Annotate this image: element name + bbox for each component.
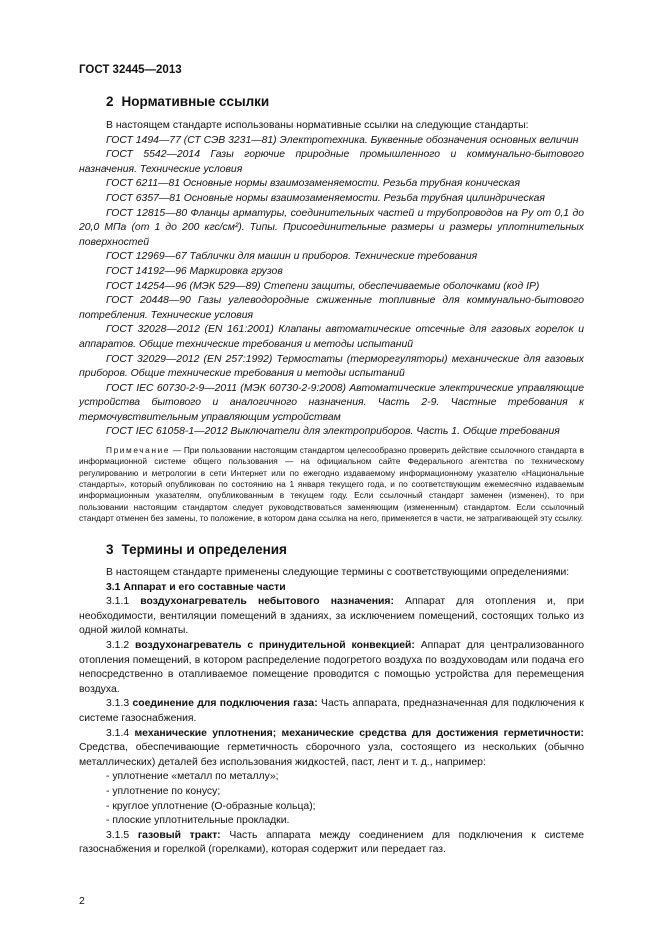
ref-gost-20448: ГОСТ 20448—90 Газы углеводородные сжиженные топливные для коммунально-бытового потребления. Технические условия bbox=[79, 295, 584, 321]
note-label: Примечание bbox=[106, 445, 171, 456]
section-2-intro: В настоящем стандарте использованы нормативные ссылки на следующие стандарты: bbox=[106, 120, 529, 131]
section-3-intro: В настоящем стандарте применены следующие термины с соответствующими определениями: bbox=[106, 567, 570, 578]
ref-gost-6211: ГОСТ 6211—81 Основные нормы взаимозаменяемости. Резьба трубная коническая bbox=[106, 178, 520, 190]
ref-gost-12969: ГОСТ 12969—67 Таблички для машин и приборов. Технические требования bbox=[106, 251, 478, 263]
term-name: воздухонагреватель небытового назначения: bbox=[140, 596, 394, 608]
term-name: воздухонагреватель с принудительной конвекцией: bbox=[135, 639, 415, 651]
ref-gost-32028: ГОСТ 32028—2012 (EN 161:2001) Клапаны автоматические отсечные для газовых горелок и аппаратов. Общие технические требования и методы испытаний bbox=[79, 324, 584, 350]
section-3-title: Термины и определения bbox=[121, 542, 287, 557]
list-item: - круглое уплотнение (О-образные кольца); bbox=[106, 800, 316, 812]
ref-gost-12815: ГОСТ 12815—80 Фланцы арматуры, соединительных частей и трубопроводов на Pу от 0,1 до 20,0 МПа (от 1 до 200 кгс/см²). Типы. Присоединительные размеры и размеры уплотнительных поверхностей bbox=[79, 207, 584, 248]
term-3-1-4 bbox=[79, 727, 584, 771]
list-item: - уплотнение «металл по металлу»; bbox=[106, 771, 279, 783]
ref-gost-32029: ГОСТ 32029—2012 (EN 257:1992) Термостаты (терморегуляторы) механические для газовых приборов. Общие технические требования и методы испытаний bbox=[79, 353, 584, 380]
list-item: - плоские уплотнительные прокладки. bbox=[106, 815, 290, 827]
section-2-heading bbox=[106, 94, 269, 109]
ref-gost-iec-61058: ГОСТ IEC 61058-1—2012 Выключатели для электроприборов. Часть 1. Общие требования bbox=[106, 426, 560, 438]
section-3-number: 3 bbox=[106, 542, 114, 557]
term-number: 3.1.5 bbox=[106, 829, 130, 841]
term-3-1-2 bbox=[79, 639, 584, 697]
section-2-title: Нормативные ссылки bbox=[121, 94, 270, 109]
section-2-body bbox=[79, 119, 584, 524]
ref-gost-1494: ГОСТ 1494—77 (СТ СЭВ 3231—81) Электротехника. Буквенные обозначения основных величин bbox=[106, 134, 579, 146]
subsection-3-1-title: 3.1 Аппарат и его составные части bbox=[106, 581, 286, 593]
term-definition: Аппарат для централизованного отопления помещений, в котором распределение подогретого воздуха по воздуховодам или подача его непосредственно в отапливаемое помещение проводится с помощью устройства для перемещения воздуха. bbox=[79, 639, 585, 695]
term-number: 3.1.4 bbox=[106, 727, 130, 739]
section-2-number: 2 bbox=[106, 94, 114, 109]
term-number: 3.1.2 bbox=[106, 639, 130, 651]
term-number: 3.1.3 bbox=[106, 698, 130, 710]
term-definition: Часть аппарата, предназначенная для подключения к системе газоснабжения. bbox=[79, 698, 584, 724]
term-3-1-3 bbox=[79, 697, 584, 726]
list-item: - уплотнение по конусу; bbox=[106, 785, 221, 797]
term-3-1-5 bbox=[79, 829, 584, 858]
term-3-1-1 bbox=[79, 595, 584, 639]
section-3-heading bbox=[106, 542, 287, 557]
standard-header: ГОСТ 32445—2013 bbox=[79, 64, 182, 76]
term-definition: Часть аппарата между соединением для подключения к системе газоснабжения и горелкой (горелками), которая содержит или передает газ. bbox=[79, 829, 585, 856]
term-number: 3.1.1 bbox=[106, 596, 130, 608]
ref-gost-iec-60730: ГОСТ IEC 60730-2-9—2011 (МЭК 60730-2-9:2008) Автоматические электрические управляющие устройства бытового и аналогичного назначения. Часть 2-9. Частные требования к термочувствительным управляющим устройствам bbox=[79, 382, 584, 423]
ref-gost-14192: ГОСТ 14192—96 Маркировка грузов bbox=[106, 265, 283, 277]
ref-gost-5542: ГОСТ 5542—2014 Газы горючие природные промышленного и коммунально-бытового назначения. Технические условия bbox=[79, 149, 584, 175]
term-name: соединение для подключения газа: bbox=[132, 698, 318, 710]
term-definition: Аппарат для отопления и, при необходимости, вентиляции помещений в зданиях, за исключением помещений, состоящих только из одной жилой комнаты. bbox=[79, 596, 585, 637]
page-number: 2 bbox=[79, 895, 85, 907]
section-2-note bbox=[79, 445, 584, 524]
note-text: — При пользовании настоящим стандартом целесообразно проверить действие ссылочного стандарта в информационной системе общего пользования — на официальном сайте Федерального агентства по техническому регулированию и метрологии в сети Интернет или по ежегодно издаваемому информационному указателю «Национальные стандарты», который опубликован по состоянию на 1 января текущего года, и по соответствующим ежемесячно издаваемым информационным указателям, опубликованным в текущем году. Если ссылочный стандарт заменен (изменен), то при пользовании настоящим стандартом следует руководствоваться заменяющим (измененным) стандартом. Если ссылочный стандарт отменен без замены, то положение, в котором дана ссылка на него, применяется в части, не затрагивающей эту ссылку. bbox=[79, 445, 584, 523]
term-definition: Средства, обеспечивающие герметичность сборочного узла, состоящего из нескольких (обычно металлических) деталей без использования жидкостей, паст, лент и т. д., например: bbox=[79, 742, 584, 768]
term-name: газовый тракт: bbox=[137, 829, 221, 841]
section-3-body bbox=[79, 566, 584, 858]
term-name: механические уплотнения; механические средства для достижения герметичности: bbox=[134, 727, 585, 739]
ref-gost-6357: ГОСТ 6357—81 Основные нормы взаимозаменяемости. Резьба трубная цилиндрическая bbox=[106, 192, 545, 204]
ref-gost-14254: ГОСТ 14254—96 (МЭК 529—89) Степени защиты, обеспечиваемые оболочками (код IP) bbox=[106, 280, 540, 292]
